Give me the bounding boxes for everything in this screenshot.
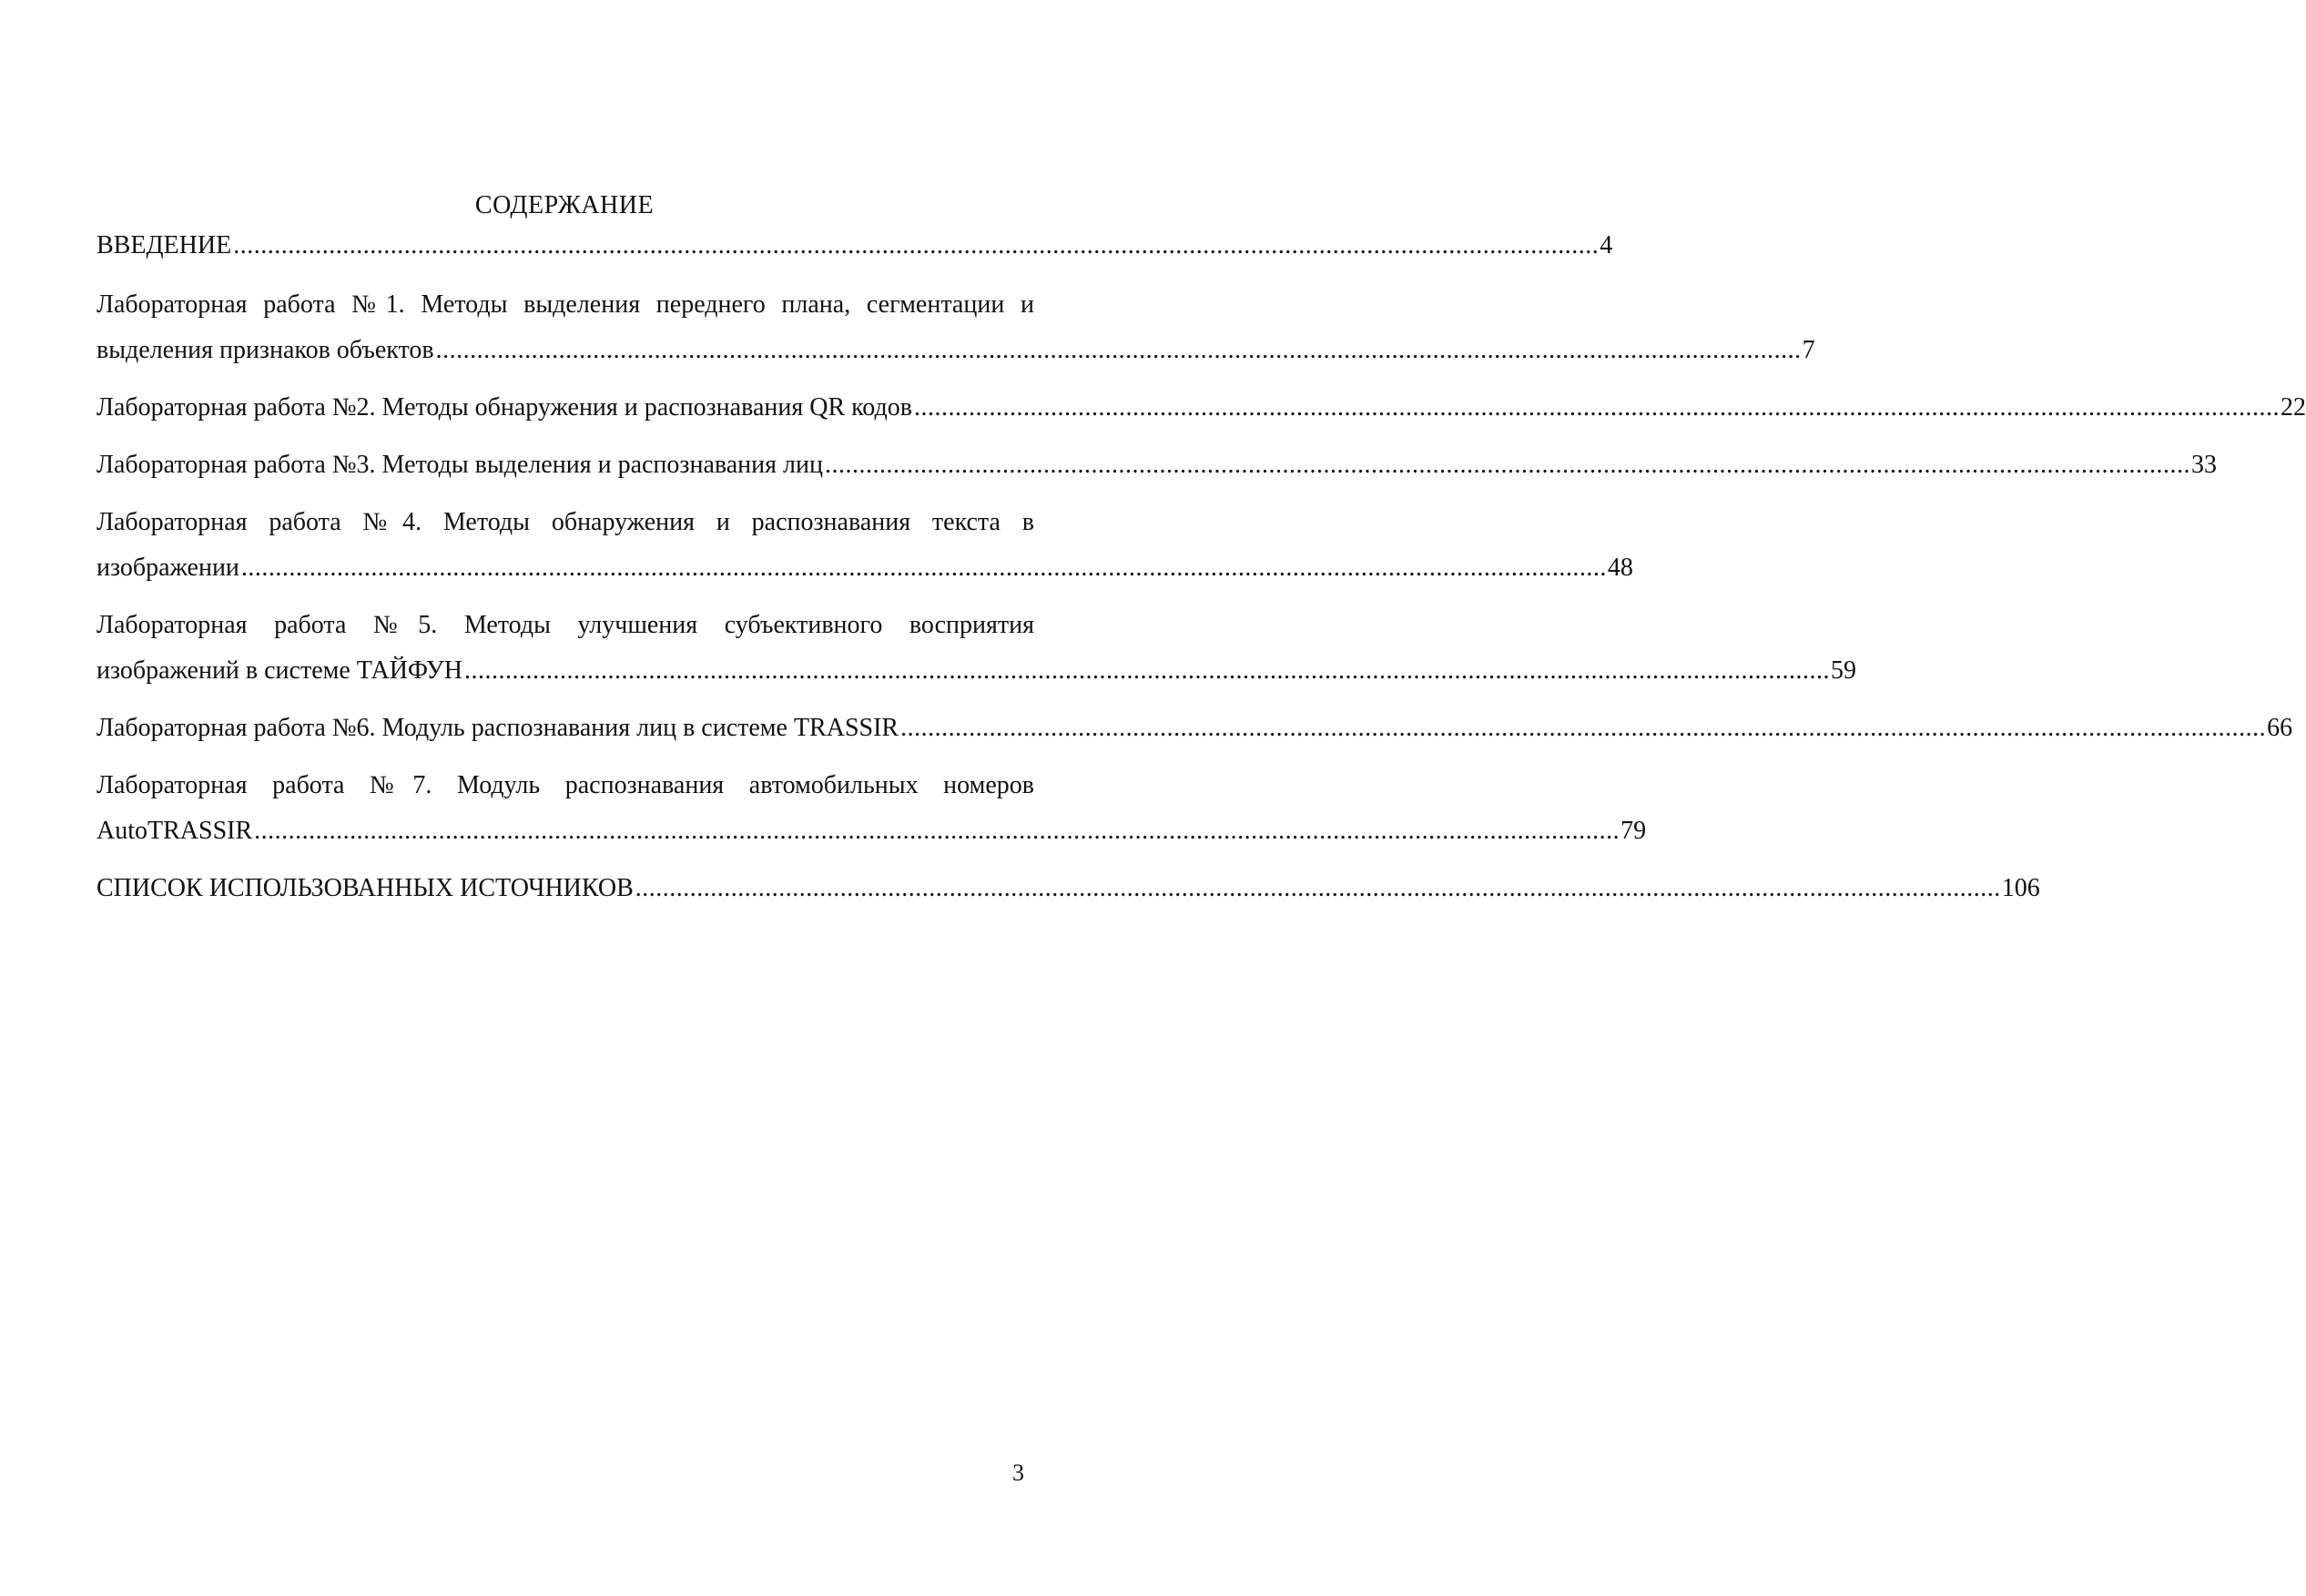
toc-entry-page: 22 — [2280, 393, 2306, 422]
toc-title: СОДЕРЖАНИЕ — [474, 191, 655, 219]
toc-entry-label: изображений в системе ТАЙФУН — [97, 656, 462, 685]
toc-entry-page: 48 — [1607, 554, 1633, 582]
dot-leader: ........................................................................................................................................................................................................ — [435, 336, 1802, 364]
dot-leader: ........................................................................................................................................................................................................ — [913, 393, 2280, 422]
toc-entry-label: выделения признаков объектов — [97, 336, 434, 364]
toc-entry-lab6[interactable] — [97, 710, 2293, 747]
toc-entry-page: 79 — [1620, 817, 1647, 845]
toc-entry-intro[interactable] — [97, 228, 1613, 264]
toc-entry-page: 4 — [1600, 231, 1613, 259]
dot-leader: ........................................................................................................................................................................................................ — [463, 656, 1830, 685]
toc-entry-page: 7 — [1802, 336, 1815, 364]
dot-leader: ........................................................................................................................................................................................................ — [240, 554, 1607, 582]
toc-entry-label: Лабораторная работа №3. Методы выделения и распознавания лиц — [97, 451, 823, 479]
toc-entry-lab7-line1[interactable]: Лабораторная работа №7. Модуль распознавания автомобильных номеров — [97, 771, 1034, 799]
toc-entry-lab4[interactable] — [97, 550, 1633, 586]
dot-leader: ........................................................................................................................................................................................................ — [900, 714, 2267, 742]
toc-entry-label: Лабораторная работа №2. Методы обнаружения и распознавания QR кодов — [97, 393, 912, 422]
dot-leader: ........................................................................................................................................................................................................ — [254, 817, 1620, 845]
dot-leader: ........................................................................................................................................................................................................ — [635, 874, 2001, 902]
dot-leader: ........................................................................................................................................................................................................ — [233, 231, 1600, 259]
page-number: 3 — [1012, 1459, 1024, 1486]
toc-entry-page: 66 — [2267, 714, 2293, 742]
toc-entry-lab5-line1[interactable]: Лабораторная работа №5. Методы улучшения субъективного восприятия — [97, 611, 1034, 639]
toc-entry-lab5[interactable] — [97, 653, 1856, 689]
toc-entry-label: AutoTRASSIR — [97, 817, 253, 845]
toc-entry-page: 106 — [2001, 874, 2040, 902]
toc-entry-lab7[interactable] — [97, 813, 1647, 849]
toc-entry-lab1[interactable] — [97, 332, 1815, 369]
toc-entry-page: 59 — [1830, 656, 1856, 685]
toc-entry-lab4-line1[interactable]: Лабораторная работа №4. Методы обнаружения и распознавания текста в — [97, 508, 1034, 536]
toc-entry-page: 33 — [2190, 451, 2217, 479]
toc-entry-label: СПИСОК ИСПОЛЬЗОВАННЫХ ИСТОЧНИКОВ — [97, 874, 634, 902]
toc-entry-lab1-line1[interactable]: Лабораторная работа №1. Методы выделения переднего плана, сегментации и — [97, 290, 1034, 319]
toc-entry-references[interactable] — [97, 870, 2040, 907]
toc-entry-label: ВВЕДЕНИЕ — [97, 231, 232, 259]
toc-entry-lab3[interactable] — [97, 447, 2217, 483]
dot-leader: ........................................................................................................................................................................................................ — [824, 451, 2190, 479]
toc-entry-label: Лабораторная работа №6. Модуль распознавания лиц в системе TRASSIR — [97, 714, 899, 742]
toc-entry-lab2[interactable] — [97, 390, 2306, 426]
toc-entry-label: изображении — [97, 554, 239, 582]
